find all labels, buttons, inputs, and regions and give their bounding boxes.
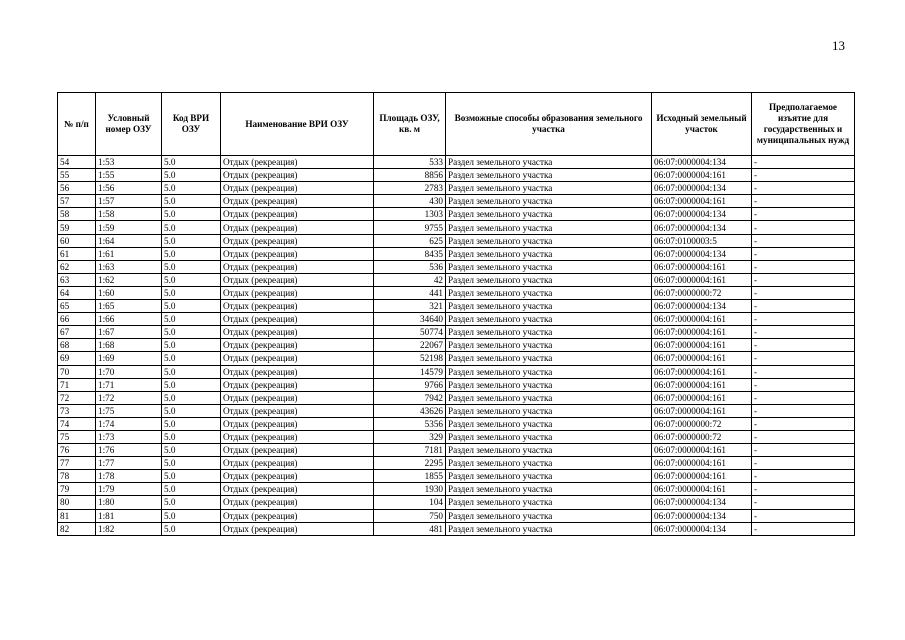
cell-seizure: - — [752, 313, 855, 326]
cell-source-plot: 06:07:0000004:134 — [652, 522, 752, 535]
cell-seizure: - — [752, 378, 855, 391]
table-row — [58, 221, 855, 234]
cell-method: Раздел земельного участка — [446, 444, 652, 457]
land-plots-table — [57, 92, 855, 536]
cell-num: 56 — [58, 182, 96, 195]
cell-cond-num: 1:64 — [96, 234, 162, 247]
cell-vri-name: Отдых (рекреация) — [221, 300, 374, 313]
cell-method: Раздел земельного участка — [446, 273, 652, 286]
table-body — [58, 156, 855, 536]
cell-seizure: - — [752, 208, 855, 221]
cell-area: 1855 — [374, 470, 446, 483]
cell-num: 59 — [58, 221, 96, 234]
table-row — [58, 195, 855, 208]
cell-vri-code: 5.0 — [162, 378, 221, 391]
cell-cond-num: 1:73 — [96, 430, 162, 443]
cell-method: Раздел земельного участка — [446, 326, 652, 339]
cell-vri-code: 5.0 — [162, 404, 221, 417]
table-row — [58, 430, 855, 443]
header-source: Исходный земельный участок — [652, 93, 752, 156]
cell-method: Раздел земельного участка — [446, 169, 652, 182]
cell-cond-num: 1:78 — [96, 470, 162, 483]
cell-area: 481 — [374, 522, 446, 535]
cell-source-plot: 06:07:0000004:161 — [652, 444, 752, 457]
cell-vri-code: 5.0 — [162, 208, 221, 221]
table-row — [58, 286, 855, 299]
cell-seizure: - — [752, 156, 855, 169]
cell-source-plot: 06:07:0000004:161 — [652, 483, 752, 496]
cell-num: 65 — [58, 300, 96, 313]
table-row — [58, 509, 855, 522]
cell-vri-code: 5.0 — [162, 326, 221, 339]
cell-method: Раздел земельного участка — [446, 339, 652, 352]
cell-method: Раздел земельного участка — [446, 404, 652, 417]
cell-seizure: - — [752, 247, 855, 260]
cell-vri-name: Отдых (рекреация) — [221, 404, 374, 417]
cell-cond-num: 1:75 — [96, 404, 162, 417]
cell-area: 441 — [374, 286, 446, 299]
cell-cond-num: 1:68 — [96, 339, 162, 352]
cell-source-plot: 06:07:0000004:134 — [652, 247, 752, 260]
cell-cond-num: 1:61 — [96, 247, 162, 260]
cell-area: 14579 — [374, 365, 446, 378]
cell-vri-code: 5.0 — [162, 444, 221, 457]
cell-num: 74 — [58, 417, 96, 430]
cell-vri-name: Отдых (рекреация) — [221, 378, 374, 391]
cell-vri-name: Отдых (рекреация) — [221, 234, 374, 247]
cell-num: 80 — [58, 496, 96, 509]
cell-source-plot: 06:07:0000004:134 — [652, 182, 752, 195]
cell-area: 104 — [374, 496, 446, 509]
cell-cond-num: 1:57 — [96, 195, 162, 208]
cell-seizure: - — [752, 234, 855, 247]
cell-source-plot: 06:07:0000004:161 — [652, 313, 752, 326]
cell-vri-name: Отдых (рекреация) — [221, 522, 374, 535]
cell-source-plot: 06:07:0000004:161 — [652, 169, 752, 182]
cell-area: 5356 — [374, 417, 446, 430]
table-row — [58, 483, 855, 496]
header-num: № п/п — [58, 93, 96, 156]
cell-vri-name: Отдых (рекреация) — [221, 247, 374, 260]
cell-vri-code: 5.0 — [162, 417, 221, 430]
cell-source-plot: 06:07:0000004:134 — [652, 496, 752, 509]
cell-method: Раздел земельного участка — [446, 365, 652, 378]
cell-num: 78 — [58, 470, 96, 483]
cell-method: Раздел земельного участка — [446, 260, 652, 273]
cell-area: 536 — [374, 260, 446, 273]
cell-cond-num: 1:53 — [96, 156, 162, 169]
cell-vri-name: Отдых (рекреация) — [221, 208, 374, 221]
cell-area: 329 — [374, 430, 446, 443]
cell-seizure: - — [752, 483, 855, 496]
cell-method: Раздел земельного участка — [446, 286, 652, 299]
cell-vri-name: Отдых (рекреация) — [221, 260, 374, 273]
table-row — [58, 234, 855, 247]
cell-vri-code: 5.0 — [162, 391, 221, 404]
cell-vri-code: 5.0 — [162, 221, 221, 234]
cell-vri-code: 5.0 — [162, 286, 221, 299]
cell-source-plot: 06:07:0100003:5 — [652, 234, 752, 247]
cell-num: 70 — [58, 365, 96, 378]
cell-area: 52198 — [374, 352, 446, 365]
table-row — [58, 352, 855, 365]
cell-cond-num: 1:58 — [96, 208, 162, 221]
cell-source-plot: 06:07:0000004:161 — [652, 352, 752, 365]
cell-vri-name: Отдых (рекреация) — [221, 156, 374, 169]
cell-num: 58 — [58, 208, 96, 221]
cell-vri-name: Отдых (рекреация) — [221, 509, 374, 522]
cell-area: 750 — [374, 509, 446, 522]
table-row — [58, 457, 855, 470]
cell-seizure: - — [752, 365, 855, 378]
cell-cond-num: 1:70 — [96, 365, 162, 378]
cell-vri-name: Отдых (рекреация) — [221, 417, 374, 430]
cell-num: 69 — [58, 352, 96, 365]
cell-source-plot: 06:07:0000004:134 — [652, 509, 752, 522]
cell-cond-num: 1:59 — [96, 221, 162, 234]
header-area: Площадь ОЗУ, кв. м — [374, 93, 446, 156]
cell-method: Раздел земельного участка — [446, 483, 652, 496]
cell-source-plot: 06:07:0000004:161 — [652, 404, 752, 417]
cell-area: 321 — [374, 300, 446, 313]
cell-source-plot: 06:07:0000004:134 — [652, 300, 752, 313]
header-vri-code: Код ВРИ ОЗУ — [162, 93, 221, 156]
cell-vri-name: Отдых (рекреация) — [221, 313, 374, 326]
cell-seizure: - — [752, 352, 855, 365]
cell-seizure: - — [752, 509, 855, 522]
cell-vri-code: 5.0 — [162, 313, 221, 326]
cell-seizure: - — [752, 182, 855, 195]
cell-vri-name: Отдых (рекреация) — [221, 483, 374, 496]
cell-cond-num: 1:60 — [96, 286, 162, 299]
cell-cond-num: 1:76 — [96, 444, 162, 457]
cell-seizure: - — [752, 273, 855, 286]
cell-num: 55 — [58, 169, 96, 182]
table-row — [58, 378, 855, 391]
cell-vri-name: Отдых (рекреация) — [221, 470, 374, 483]
cell-vri-code: 5.0 — [162, 522, 221, 535]
cell-area: 533 — [374, 156, 446, 169]
cell-area: 9766 — [374, 378, 446, 391]
cell-vri-name: Отдых (рекреация) — [221, 195, 374, 208]
cell-source-plot: 06:07:0000004:134 — [652, 221, 752, 234]
cell-method: Раздел земельного участка — [446, 417, 652, 430]
cell-source-plot: 06:07:0000004:161 — [652, 470, 752, 483]
cell-num: 73 — [58, 404, 96, 417]
cell-seizure: - — [752, 457, 855, 470]
cell-source-plot: 06:07:0000004:161 — [652, 378, 752, 391]
header-methods: Возможные способы образования земельного участка — [446, 93, 652, 156]
cell-seizure: - — [752, 404, 855, 417]
cell-source-plot: 06:07:0000004:161 — [652, 457, 752, 470]
cell-method: Раздел земельного участка — [446, 457, 652, 470]
cell-cond-num: 1:80 — [96, 496, 162, 509]
table-row — [58, 365, 855, 378]
cell-vri-name: Отдых (рекреация) — [221, 430, 374, 443]
cell-vri-code: 5.0 — [162, 260, 221, 273]
cell-seizure: - — [752, 444, 855, 457]
cell-vri-code: 5.0 — [162, 470, 221, 483]
cell-vri-code: 5.0 — [162, 273, 221, 286]
cell-vri-name: Отдых (рекреация) — [221, 182, 374, 195]
cell-source-plot: 06:07:0000004:161 — [652, 365, 752, 378]
cell-vri-name: Отдых (рекреация) — [221, 286, 374, 299]
cell-num: 72 — [58, 391, 96, 404]
cell-source-plot: 06:07:0000004:134 — [652, 156, 752, 169]
cell-seizure: - — [752, 195, 855, 208]
cell-vri-code: 5.0 — [162, 234, 221, 247]
cell-vri-name: Отдых (рекреация) — [221, 365, 374, 378]
cell-source-plot: 06:07:0000004:161 — [652, 273, 752, 286]
cell-num: 63 — [58, 273, 96, 286]
cell-vri-code: 5.0 — [162, 156, 221, 169]
cell-vri-name: Отдых (рекреация) — [221, 339, 374, 352]
cell-area: 43626 — [374, 404, 446, 417]
cell-cond-num: 1:72 — [96, 391, 162, 404]
table-row — [58, 391, 855, 404]
cell-cond-num: 1:65 — [96, 300, 162, 313]
cell-area: 1930 — [374, 483, 446, 496]
cell-area: 2295 — [374, 457, 446, 470]
cell-area: 50774 — [374, 326, 446, 339]
cell-cond-num: 1:77 — [96, 457, 162, 470]
table-row — [58, 522, 855, 535]
cell-num: 62 — [58, 260, 96, 273]
cell-method: Раздел земельного участка — [446, 509, 652, 522]
cell-num: 71 — [58, 378, 96, 391]
cell-cond-num: 1:82 — [96, 522, 162, 535]
cell-vri-name: Отдых (рекреация) — [221, 326, 374, 339]
cell-seizure: - — [752, 221, 855, 234]
header-seizure: Предполагаемое изъятие для государственных и муниципальных нужд — [752, 93, 855, 156]
cell-area: 9755 — [374, 221, 446, 234]
cell-source-plot: 06:07:0000004:161 — [652, 339, 752, 352]
cell-area: 8435 — [374, 247, 446, 260]
cell-num: 82 — [58, 522, 96, 535]
cell-area: 34640 — [374, 313, 446, 326]
cell-area: 1303 — [374, 208, 446, 221]
cell-vri-name: Отдых (рекреация) — [221, 221, 374, 234]
cell-method: Раздел земельного участка — [446, 208, 652, 221]
cell-vri-name: Отдых (рекреация) — [221, 169, 374, 182]
cell-num: 81 — [58, 509, 96, 522]
cell-num: 76 — [58, 444, 96, 457]
table-row — [58, 169, 855, 182]
cell-num: 66 — [58, 313, 96, 326]
cell-seizure: - — [752, 300, 855, 313]
cell-seizure: - — [752, 169, 855, 182]
cell-seizure: - — [752, 430, 855, 443]
table-row — [58, 313, 855, 326]
table-row — [58, 417, 855, 430]
cell-area: 625 — [374, 234, 446, 247]
cell-method: Раздел земельного участка — [446, 522, 652, 535]
table-row — [58, 339, 855, 352]
table-row — [58, 273, 855, 286]
cell-vri-name: Отдых (рекреация) — [221, 457, 374, 470]
cell-source-plot: 06:07:0000000:72 — [652, 430, 752, 443]
header-cond-num: Условный номер ОЗУ — [96, 93, 162, 156]
cell-source-plot: 06:07:0000004:161 — [652, 260, 752, 273]
cell-method: Раздел земельного участка — [446, 234, 652, 247]
cell-vri-name: Отдых (рекреация) — [221, 352, 374, 365]
cell-cond-num: 1:81 — [96, 509, 162, 522]
cell-area: 22067 — [374, 339, 446, 352]
cell-method: Раздел земельного участка — [446, 470, 652, 483]
cell-seizure: - — [752, 496, 855, 509]
table-row — [58, 156, 855, 169]
cell-cond-num: 1:67 — [96, 326, 162, 339]
cell-source-plot: 06:07:0000000:72 — [652, 286, 752, 299]
cell-vri-code: 5.0 — [162, 430, 221, 443]
cell-source-plot: 06:07:0000004:134 — [652, 208, 752, 221]
cell-area: 2783 — [374, 182, 446, 195]
cell-num: 60 — [58, 234, 96, 247]
cell-num: 64 — [58, 286, 96, 299]
table-row — [58, 326, 855, 339]
cell-method: Раздел земельного участка — [446, 195, 652, 208]
cell-seizure: - — [752, 522, 855, 535]
cell-seizure: - — [752, 260, 855, 273]
cell-vri-code: 5.0 — [162, 509, 221, 522]
cell-vri-name: Отдых (рекреация) — [221, 496, 374, 509]
cell-method: Раздел земельного участка — [446, 496, 652, 509]
cell-cond-num: 1:71 — [96, 378, 162, 391]
cell-vri-name: Отдых (рекреация) — [221, 444, 374, 457]
cell-vri-code: 5.0 — [162, 247, 221, 260]
cell-vri-code: 5.0 — [162, 483, 221, 496]
cell-method: Раздел земельного участка — [446, 313, 652, 326]
cell-vri-code: 5.0 — [162, 352, 221, 365]
cell-num: 57 — [58, 195, 96, 208]
cell-method: Раздел земельного участка — [446, 378, 652, 391]
table-row — [58, 300, 855, 313]
cell-source-plot: 06:07:0000004:161 — [652, 391, 752, 404]
cell-source-plot: 06:07:0000000:72 — [652, 417, 752, 430]
table-row — [58, 444, 855, 457]
cell-seizure: - — [752, 470, 855, 483]
cell-area: 8856 — [374, 169, 446, 182]
cell-vri-code: 5.0 — [162, 457, 221, 470]
cell-num: 68 — [58, 339, 96, 352]
cell-cond-num: 1:66 — [96, 313, 162, 326]
cell-source-plot: 06:07:0000004:161 — [652, 195, 752, 208]
cell-method: Раздел земельного участка — [446, 391, 652, 404]
cell-vri-name: Отдых (рекреация) — [221, 273, 374, 286]
cell-vri-code: 5.0 — [162, 169, 221, 182]
cell-cond-num: 1:56 — [96, 182, 162, 195]
cell-vri-name: Отдых (рекреация) — [221, 391, 374, 404]
cell-area: 42 — [374, 273, 446, 286]
cell-source-plot: 06:07:0000004:161 — [652, 326, 752, 339]
cell-num: 67 — [58, 326, 96, 339]
cell-num: 77 — [58, 457, 96, 470]
cell-cond-num: 1:62 — [96, 273, 162, 286]
table-row — [58, 404, 855, 417]
cell-cond-num: 1:74 — [96, 417, 162, 430]
cell-cond-num: 1:63 — [96, 260, 162, 273]
cell-seizure: - — [752, 391, 855, 404]
cell-method: Раздел земельного участка — [446, 182, 652, 195]
table-row — [58, 247, 855, 260]
cell-area: 7942 — [374, 391, 446, 404]
page-number: 13 — [832, 38, 845, 53]
cell-cond-num: 1:79 — [96, 483, 162, 496]
header-vri-name: Наименование ВРИ ОЗУ — [221, 93, 374, 156]
cell-vri-code: 5.0 — [162, 195, 221, 208]
cell-seizure: - — [752, 326, 855, 339]
cell-area: 7181 — [374, 444, 446, 457]
cell-area: 430 — [374, 195, 446, 208]
cell-num: 79 — [58, 483, 96, 496]
cell-method: Раздел земельного участка — [446, 430, 652, 443]
cell-method: Раздел земельного участка — [446, 352, 652, 365]
cell-num: 75 — [58, 430, 96, 443]
cell-seizure: - — [752, 417, 855, 430]
cell-method: Раздел земельного участка — [446, 221, 652, 234]
cell-vri-code: 5.0 — [162, 182, 221, 195]
cell-num: 61 — [58, 247, 96, 260]
cell-method: Раздел земельного участка — [446, 156, 652, 169]
cell-vri-code: 5.0 — [162, 339, 221, 352]
table-row — [58, 470, 855, 483]
cell-cond-num: 1:69 — [96, 352, 162, 365]
cell-vri-code: 5.0 — [162, 496, 221, 509]
table-row — [58, 260, 855, 273]
table-row — [58, 496, 855, 509]
table-row — [58, 182, 855, 195]
cell-seizure: - — [752, 286, 855, 299]
cell-seizure: - — [752, 339, 855, 352]
cell-cond-num: 1:55 — [96, 169, 162, 182]
cell-method: Раздел земельного участка — [446, 247, 652, 260]
cell-vri-code: 5.0 — [162, 300, 221, 313]
table-header-row — [58, 93, 855, 156]
cell-method: Раздел земельного участка — [446, 300, 652, 313]
cell-vri-code: 5.0 — [162, 365, 221, 378]
table-row — [58, 208, 855, 221]
cell-num: 54 — [58, 156, 96, 169]
